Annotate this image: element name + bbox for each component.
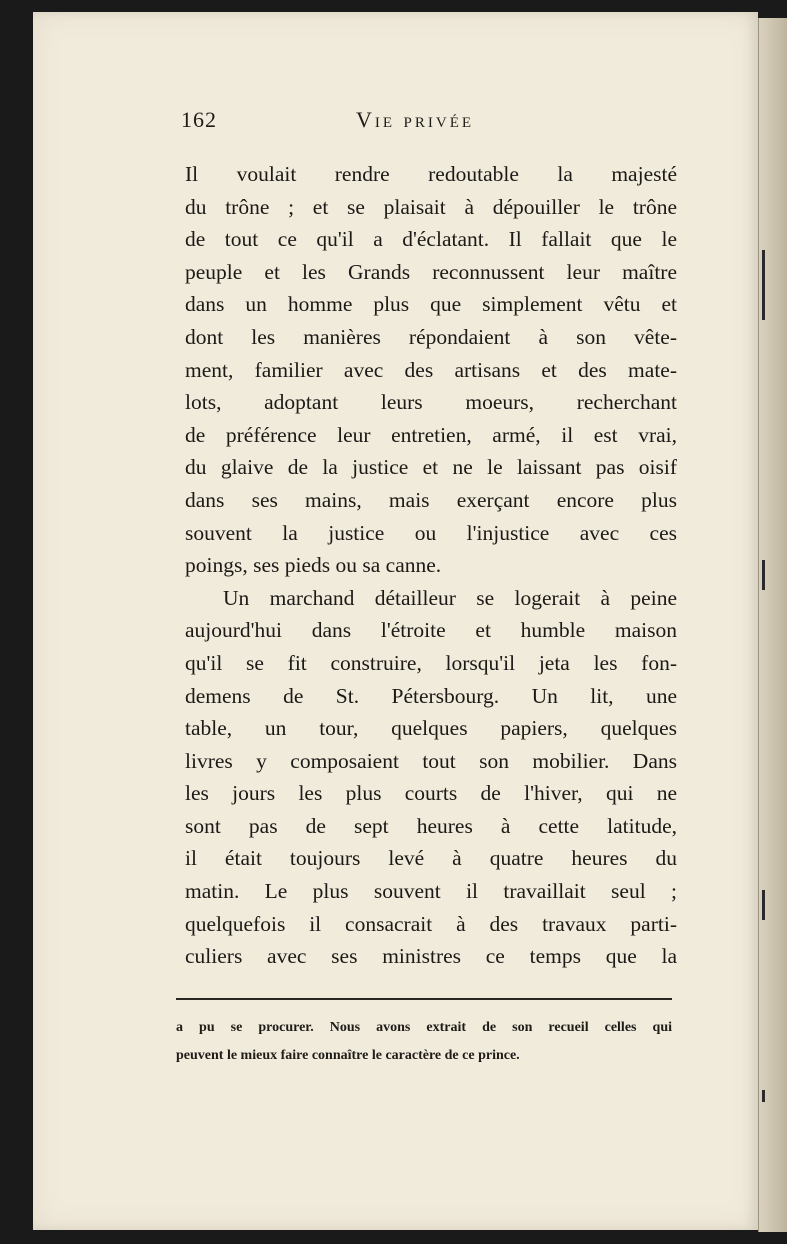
body-text xyxy=(185,158,677,973)
text-line: matin. Le plus souvent il travaillait seul ; xyxy=(185,879,677,904)
footnote xyxy=(176,1014,672,1070)
text-line: ment, familier avec des artisans et des mate- xyxy=(185,357,677,382)
page-edge xyxy=(758,18,787,1232)
text-line: il était toujours levé à quatre heures du xyxy=(185,846,677,871)
text-line: dont les manières répondaient à son vête- xyxy=(185,324,677,349)
text-line: qu'il se fit construire, lorsqu'il jeta les fon- xyxy=(185,650,677,675)
footnote-line: peuvent le mieux faire connaître le caractère de ce prince. xyxy=(176,1048,520,1063)
text-line: livres y composaient tout son mobilier. Dans xyxy=(185,748,677,773)
text-line: Il voulait rendre redoutable la majesté xyxy=(185,162,677,186)
text-line: sont pas de sept heures à cette latitude, xyxy=(185,813,677,838)
text-line: lots, adoptant leurs moeurs, recherchant xyxy=(185,390,677,415)
text-line: de préférence leur entretien, armé, il est vrai, xyxy=(185,422,677,447)
footnote-rule xyxy=(176,998,672,1000)
text-line: dans un homme plus que simplement vêtu et xyxy=(185,292,677,317)
page-header xyxy=(181,107,681,137)
text-line: du glaive de la justice et ne le laissant pas oisif xyxy=(185,455,677,480)
text-line: du trône ; et se plaisait à dépouiller le trône xyxy=(185,194,677,219)
text-line: poings, ses pieds ou sa canne. xyxy=(185,553,442,578)
edge-mark xyxy=(762,560,765,590)
text-line: de tout ce qu'il a d'éclatant. Il fallait que le xyxy=(185,227,677,252)
text-line: peuple et les Grands reconnussent leur maître xyxy=(185,259,677,284)
edge-mark xyxy=(762,1090,765,1102)
text-line: culiers avec ses ministres ce temps que la xyxy=(185,944,677,969)
running-head: Vie privée xyxy=(356,107,475,132)
edge-mark xyxy=(762,890,765,920)
text-line: demens de St. Pétersbourg. Un lit, une xyxy=(185,683,677,708)
text-line: souvent la justice ou l'injustice avec ces xyxy=(185,520,677,545)
text-line: dans ses mains, mais exerçant encore plus xyxy=(185,487,677,512)
footnote-line: a pu se procurer. Nous avons extrait de son recueil celles qui xyxy=(176,1020,672,1035)
text-line: les jours les plus courts de l'hiver, qui ne xyxy=(185,781,677,806)
text-line: table, un tour, quelques papiers, quelques xyxy=(185,716,677,741)
text-line: aujourd'hui dans l'étroite et humble maison xyxy=(185,618,677,643)
page-number: 162 xyxy=(181,107,217,132)
text-line: quelquefois il consacrait à des travaux parti- xyxy=(185,911,677,936)
text-line: Un marchand détailleur se logerait à peine xyxy=(223,585,677,610)
edge-mark xyxy=(762,250,765,320)
